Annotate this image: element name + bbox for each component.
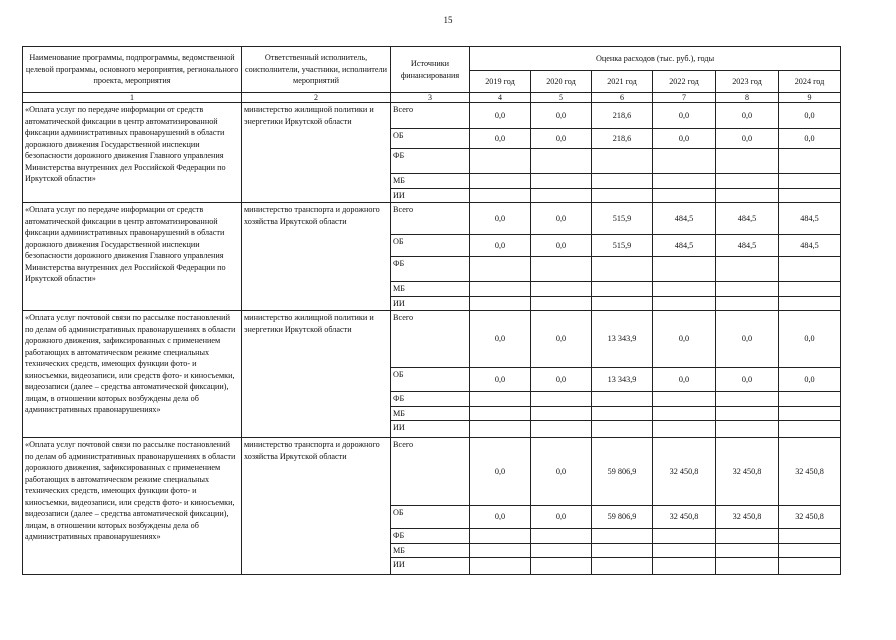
expense-value: 59 806,9 bbox=[592, 506, 653, 529]
expense-value: 13 343,9 bbox=[592, 311, 653, 368]
expense-value bbox=[779, 282, 841, 297]
expense-value bbox=[592, 257, 653, 282]
expense-value: 0,0 bbox=[470, 506, 531, 529]
funding-source: ФБ bbox=[391, 149, 470, 174]
expense-value bbox=[716, 421, 779, 438]
measure-executor: министерство транспорта и дорожного хозяйства Иркутской области bbox=[242, 438, 391, 575]
funding-source: ИИ bbox=[391, 421, 470, 438]
expense-value bbox=[653, 529, 716, 544]
expense-value bbox=[716, 558, 779, 575]
expense-value: 484,5 bbox=[716, 235, 779, 257]
column-number: 1 bbox=[23, 93, 242, 103]
expense-value bbox=[653, 421, 716, 438]
expense-table bbox=[22, 46, 841, 575]
funding-source: ФБ bbox=[391, 257, 470, 282]
table-row bbox=[23, 438, 841, 506]
expense-value: 0,0 bbox=[531, 506, 592, 529]
expense-value bbox=[779, 257, 841, 282]
expense-value bbox=[779, 174, 841, 189]
expense-value bbox=[592, 543, 653, 558]
expense-value bbox=[592, 174, 653, 189]
expense-value bbox=[470, 296, 531, 311]
expense-value: 0,0 bbox=[779, 103, 841, 129]
funding-source: Всего bbox=[391, 103, 470, 129]
expense-value: 0,0 bbox=[531, 311, 592, 368]
expense-value: 0,0 bbox=[716, 368, 779, 392]
measure-name: «Оплата услуг почтовой связи по рассылке постановлений по делам об административных правонарушениях в области дорожного движения, зафиксированных с применением работающих в автоматическом режиме специальных технических средств, имеющих функции фото- и киносъемки, видеозаписи, или средств фото- и киносъемки, видеозаписи (далее – средства автоматической фиксации), лицам, в отношении которых возбуждены дела об административных правонарушениях» bbox=[23, 311, 242, 438]
column-number: 9 bbox=[779, 93, 841, 103]
expense-value: 484,5 bbox=[716, 203, 779, 235]
expense-value: 218,6 bbox=[592, 103, 653, 129]
column-number: 2 bbox=[242, 93, 391, 103]
column-number: 8 bbox=[716, 93, 779, 103]
funding-source: Всего bbox=[391, 203, 470, 235]
expense-value: 0,0 bbox=[531, 368, 592, 392]
funding-source: ОБ bbox=[391, 129, 470, 149]
column-number: 5 bbox=[531, 93, 592, 103]
expense-value bbox=[716, 282, 779, 297]
expense-value: 13 343,9 bbox=[592, 368, 653, 392]
expense-value bbox=[470, 149, 531, 174]
expense-value bbox=[716, 174, 779, 189]
expense-value bbox=[779, 149, 841, 174]
expense-value: 484,5 bbox=[653, 235, 716, 257]
header-year: 2024 год bbox=[779, 71, 841, 93]
expense-value bbox=[779, 392, 841, 407]
expense-value: 32 450,8 bbox=[716, 438, 779, 506]
expense-value bbox=[653, 174, 716, 189]
expense-value bbox=[470, 392, 531, 407]
expense-value bbox=[470, 257, 531, 282]
funding-source: МБ bbox=[391, 282, 470, 297]
expense-value bbox=[653, 188, 716, 203]
column-number: 4 bbox=[470, 93, 531, 103]
funding-source: ИИ bbox=[391, 188, 470, 203]
header-estimate: Оценка расходов (тыс. руб.), годы bbox=[470, 47, 841, 71]
expense-value bbox=[470, 188, 531, 203]
expense-value bbox=[531, 392, 592, 407]
expense-value: 0,0 bbox=[470, 438, 531, 506]
expense-value: 0,0 bbox=[716, 129, 779, 149]
expense-value bbox=[653, 296, 716, 311]
expense-value: 0,0 bbox=[531, 129, 592, 149]
expense-value bbox=[470, 421, 531, 438]
funding-source: ФБ bbox=[391, 529, 470, 544]
expense-value bbox=[779, 421, 841, 438]
expense-value bbox=[531, 529, 592, 544]
expense-value: 0,0 bbox=[531, 438, 592, 506]
expense-value bbox=[779, 529, 841, 544]
expense-value bbox=[716, 406, 779, 421]
expense-value: 0,0 bbox=[779, 368, 841, 392]
measure-executor: министерство транспорта и дорожного хозяйства Иркутской области bbox=[242, 203, 391, 311]
expense-value: 515,9 bbox=[592, 235, 653, 257]
expense-value bbox=[716, 149, 779, 174]
expense-value bbox=[531, 282, 592, 297]
expense-value: 484,5 bbox=[653, 203, 716, 235]
expense-value: 218,6 bbox=[592, 129, 653, 149]
expense-value: 0,0 bbox=[470, 311, 531, 368]
header-year: 2023 год bbox=[716, 71, 779, 93]
expense-value bbox=[716, 257, 779, 282]
expense-value bbox=[470, 406, 531, 421]
page-number: 15 bbox=[443, 15, 453, 25]
expense-value bbox=[470, 282, 531, 297]
expense-value: 59 806,9 bbox=[592, 438, 653, 506]
expense-value bbox=[531, 406, 592, 421]
measure-name: «Оплата услуг по передаче информации от средств автоматической фиксации в центр автоматизированной фиксации административных правонарушений в области дорожного движения Государственной инспекции безопасности дорожного движения Главного управления Министерства внутренних дел Российской Федерации по Иркутской области» bbox=[23, 203, 242, 311]
expense-value bbox=[716, 188, 779, 203]
expense-value bbox=[779, 188, 841, 203]
funding-source: ОБ bbox=[391, 506, 470, 529]
funding-source: ИИ bbox=[391, 558, 470, 575]
expense-value: 484,5 bbox=[779, 203, 841, 235]
expense-value bbox=[592, 421, 653, 438]
expense-value: 0,0 bbox=[531, 103, 592, 129]
expense-value bbox=[470, 558, 531, 575]
expense-value bbox=[716, 543, 779, 558]
expense-value bbox=[470, 174, 531, 189]
expense-value bbox=[779, 543, 841, 558]
expense-value: 0,0 bbox=[470, 368, 531, 392]
expense-value bbox=[531, 558, 592, 575]
expense-value bbox=[592, 296, 653, 311]
funding-source: ИИ bbox=[391, 296, 470, 311]
table-row bbox=[23, 103, 841, 129]
expense-value: 32 450,8 bbox=[653, 506, 716, 529]
funding-source: Всего bbox=[391, 311, 470, 368]
expense-value bbox=[592, 188, 653, 203]
header-year: 2020 год bbox=[531, 71, 592, 93]
header-year: 2021 год bbox=[592, 71, 653, 93]
expense-value bbox=[531, 174, 592, 189]
measure-executor: министерство жилищной политики и энергетики Иркутской области bbox=[242, 103, 391, 203]
funding-source: ОБ bbox=[391, 368, 470, 392]
expense-value: 0,0 bbox=[470, 235, 531, 257]
expense-value bbox=[716, 296, 779, 311]
table-row bbox=[23, 203, 841, 235]
expense-value bbox=[592, 529, 653, 544]
expense-value bbox=[592, 406, 653, 421]
expense-value bbox=[779, 558, 841, 575]
expense-value bbox=[716, 529, 779, 544]
expense-value bbox=[592, 282, 653, 297]
column-number: 3 bbox=[391, 93, 470, 103]
expense-value: 484,5 bbox=[779, 235, 841, 257]
expense-value: 0,0 bbox=[779, 129, 841, 149]
expense-value bbox=[653, 543, 716, 558]
expense-value: 0,0 bbox=[653, 129, 716, 149]
expense-value: 32 450,8 bbox=[779, 438, 841, 506]
header-source: Источники финансирования bbox=[391, 47, 470, 93]
expense-value bbox=[779, 406, 841, 421]
column-number: 6 bbox=[592, 93, 653, 103]
expense-value: 32 450,8 bbox=[779, 506, 841, 529]
expense-value: 0,0 bbox=[653, 368, 716, 392]
table-row bbox=[23, 311, 841, 368]
funding-source: Всего bbox=[391, 438, 470, 506]
header-year: 2022 год bbox=[653, 71, 716, 93]
funding-source: МБ bbox=[391, 174, 470, 189]
expense-value bbox=[592, 392, 653, 407]
expense-value bbox=[653, 392, 716, 407]
expense-value bbox=[470, 529, 531, 544]
column-number: 7 bbox=[653, 93, 716, 103]
expense-value: 32 450,8 bbox=[653, 438, 716, 506]
expense-value bbox=[531, 296, 592, 311]
expense-value: 0,0 bbox=[531, 203, 592, 235]
expense-value: 0,0 bbox=[470, 103, 531, 129]
expense-value bbox=[531, 543, 592, 558]
expense-value bbox=[531, 149, 592, 174]
expense-value bbox=[653, 282, 716, 297]
expense-value bbox=[592, 558, 653, 575]
expense-value: 0,0 bbox=[716, 103, 779, 129]
expense-value bbox=[653, 558, 716, 575]
expense-value: 0,0 bbox=[653, 103, 716, 129]
expense-value bbox=[470, 543, 531, 558]
funding-source: МБ bbox=[391, 406, 470, 421]
funding-source: МБ bbox=[391, 543, 470, 558]
funding-source: ФБ bbox=[391, 392, 470, 407]
expense-value: 0,0 bbox=[653, 311, 716, 368]
expense-value bbox=[531, 257, 592, 282]
expense-value bbox=[779, 296, 841, 311]
expense-value: 0,0 bbox=[470, 203, 531, 235]
expense-value: 0,0 bbox=[716, 311, 779, 368]
expense-value: 32 450,8 bbox=[716, 506, 779, 529]
expense-value: 0,0 bbox=[531, 235, 592, 257]
expense-value bbox=[653, 149, 716, 174]
expense-value: 515,9 bbox=[592, 203, 653, 235]
expense-value bbox=[653, 257, 716, 282]
header-executor: Ответственный исполнитель, соисполнители, участники, исполнители мероприятий bbox=[242, 47, 391, 93]
measure-executor: министерство жилищной политики и энергетики Иркутской области bbox=[242, 311, 391, 438]
expense-value bbox=[592, 149, 653, 174]
expense-value: 0,0 bbox=[470, 129, 531, 149]
expense-value bbox=[653, 406, 716, 421]
funding-source: ОБ bbox=[391, 235, 470, 257]
measure-name: «Оплата услуг почтовой связи по рассылке постановлений по делам об административных правонарушениях в области дорожного движения, зафиксированных с применением работающих в автоматическом режиме специальных технических средств, имеющих функции фото- и киносъемки, видеозаписи, или средств фото- и киносъемки, видеозаписи (далее – средства автоматической фиксации), лицам, в отношении которых возбуждены дела об административных правонарушениях» bbox=[23, 438, 242, 575]
header-year: 2019 год bbox=[470, 71, 531, 93]
header-name: Наименование программы, подпрограммы, ведомственной целевой программы, основного мероприятия, регионального проекта, мероприятия bbox=[23, 47, 242, 93]
expense-value bbox=[716, 392, 779, 407]
expense-value: 0,0 bbox=[779, 311, 841, 368]
expense-value bbox=[531, 421, 592, 438]
measure-name: «Оплата услуг по передаче информации от средств автоматической фиксации в центр автоматизированной фиксации административных правонарушений в области дорожного движения Государственной инспекции безопасности дорожного движения Главного управления Министерства внутренних дел Российской Федерации по Иркутской области» bbox=[23, 103, 242, 203]
expense-value bbox=[531, 188, 592, 203]
